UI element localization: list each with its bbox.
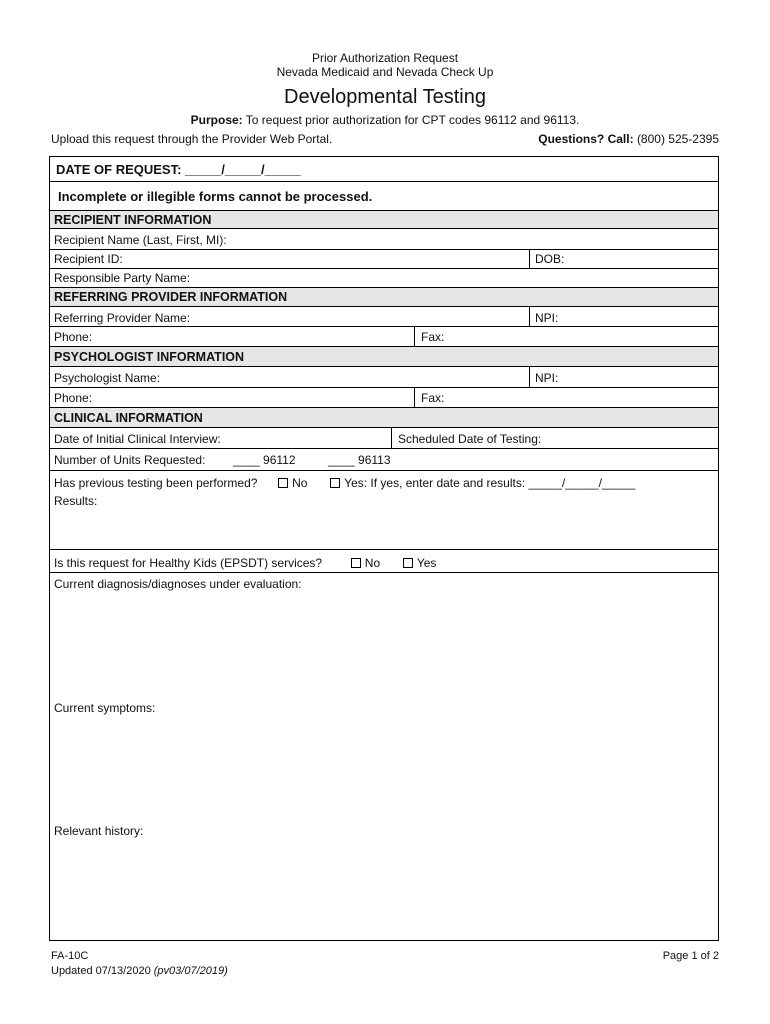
psychologist-phone-field[interactable]: Phone: <box>54 391 93 405</box>
psychologist-fax-field[interactable]: Fax: <box>421 391 445 405</box>
updated-line <box>51 964 228 978</box>
scheduled-testing-field[interactable]: Scheduled Date of Testing: <box>398 432 542 446</box>
previous-testing-yes-checkbox[interactable] <box>330 478 340 488</box>
referring-fax-field[interactable]: Fax: <box>421 330 445 344</box>
clinical-heading: CLINICAL INFORMATION <box>54 411 203 425</box>
form-id: FA-10C <box>51 950 89 962</box>
units-96112-field[interactable]: ____ 96112 <box>233 453 296 467</box>
upload-instruction: Upload this request through the Provider Web Portal. <box>51 132 333 146</box>
recipient-name-field[interactable]: Recipient Name (Last, First, MI): <box>54 233 227 247</box>
referring-npi-field[interactable]: NPI: <box>535 311 559 325</box>
healthy-kids-yes-checkbox[interactable] <box>403 558 413 568</box>
purpose-text: To request prior authorization for CPT codes 96112 and 96113. <box>245 113 580 127</box>
page-title: Developmental Testing <box>284 86 486 108</box>
referring-section-header <box>50 287 718 307</box>
referring-phone-field[interactable]: Phone: <box>54 330 93 344</box>
previous-testing-no-label: No <box>292 476 308 490</box>
previous-testing-row <box>54 476 635 490</box>
referring-heading: REFERRING PROVIDER INFORMATION <box>54 290 288 304</box>
questions-line <box>538 132 719 146</box>
history-field[interactable]: Relevant history: <box>54 824 144 838</box>
healthy-kids-yes-label: Yes <box>416 556 437 570</box>
healthy-kids-no-checkbox[interactable] <box>351 558 361 568</box>
responsible-party-field[interactable]: Responsible Party Name: <box>54 271 191 285</box>
units-requested-label: Number of Units Requested: <box>54 453 206 467</box>
healthy-kids-row <box>54 556 436 570</box>
updated-date: Updated 07/13/2020 <box>51 965 151 977</box>
diagnosis-field[interactable]: Current diagnosis/diagnoses under evaluation: <box>54 577 302 591</box>
recipient-heading: RECIPIENT INFORMATION <box>54 213 212 227</box>
incomplete-notice: Incomplete or illegible forms cannot be processed. <box>58 189 373 204</box>
page-number: Page 1 of 2 <box>662 950 719 962</box>
results-field[interactable]: Results: <box>54 494 98 508</box>
healthy-kids-no-label: No <box>364 556 381 570</box>
questions-phone: (800) 525-2395 <box>636 132 719 146</box>
psychologist-section-header <box>50 346 718 367</box>
clinical-section-header <box>50 407 718 428</box>
prior-version: (pv03/07/2019) <box>153 965 228 977</box>
previous-testing-yes-label[interactable]: Yes: If yes, enter date and results: _____/_____/_____ <box>344 476 636 490</box>
questions-label: Questions? Call: <box>538 132 634 146</box>
referring-provider-name-field[interactable]: Referring Provider Name: <box>54 311 191 325</box>
psychologist-npi-field[interactable]: NPI: <box>535 371 559 385</box>
request-form <box>49 156 719 941</box>
healthy-kids-question: Is this request for Healthy Kids (EPSDT) services? <box>54 556 323 570</box>
recipient-id-field[interactable]: Recipient ID: <box>54 252 123 266</box>
date-of-request-field[interactable]: DATE OF REQUEST: _____/_____/_____ <box>56 162 301 177</box>
recipient-dob-field[interactable]: DOB: <box>535 252 565 266</box>
form-subtitle-2: Nevada Medicaid and Nevada Check Up <box>276 65 494 79</box>
psychologist-name-field[interactable]: Psychologist Name: <box>54 371 161 385</box>
previous-testing-question: Has previous testing been performed? <box>54 476 258 490</box>
initial-interview-field[interactable]: Date of Initial Clinical Interview: <box>54 432 221 446</box>
previous-testing-no-checkbox[interactable] <box>278 478 288 488</box>
recipient-section-header <box>50 210 718 229</box>
purpose-line <box>0 113 770 127</box>
symptoms-field[interactable]: Current symptoms: <box>54 701 156 715</box>
form-subtitle-1: Prior Authorization Request <box>311 51 459 65</box>
psychologist-heading: PSYCHOLOGIST INFORMATION <box>54 350 245 364</box>
purpose-label: Purpose: <box>190 113 243 127</box>
units-96113-field[interactable]: ____ 96113 <box>328 453 391 467</box>
